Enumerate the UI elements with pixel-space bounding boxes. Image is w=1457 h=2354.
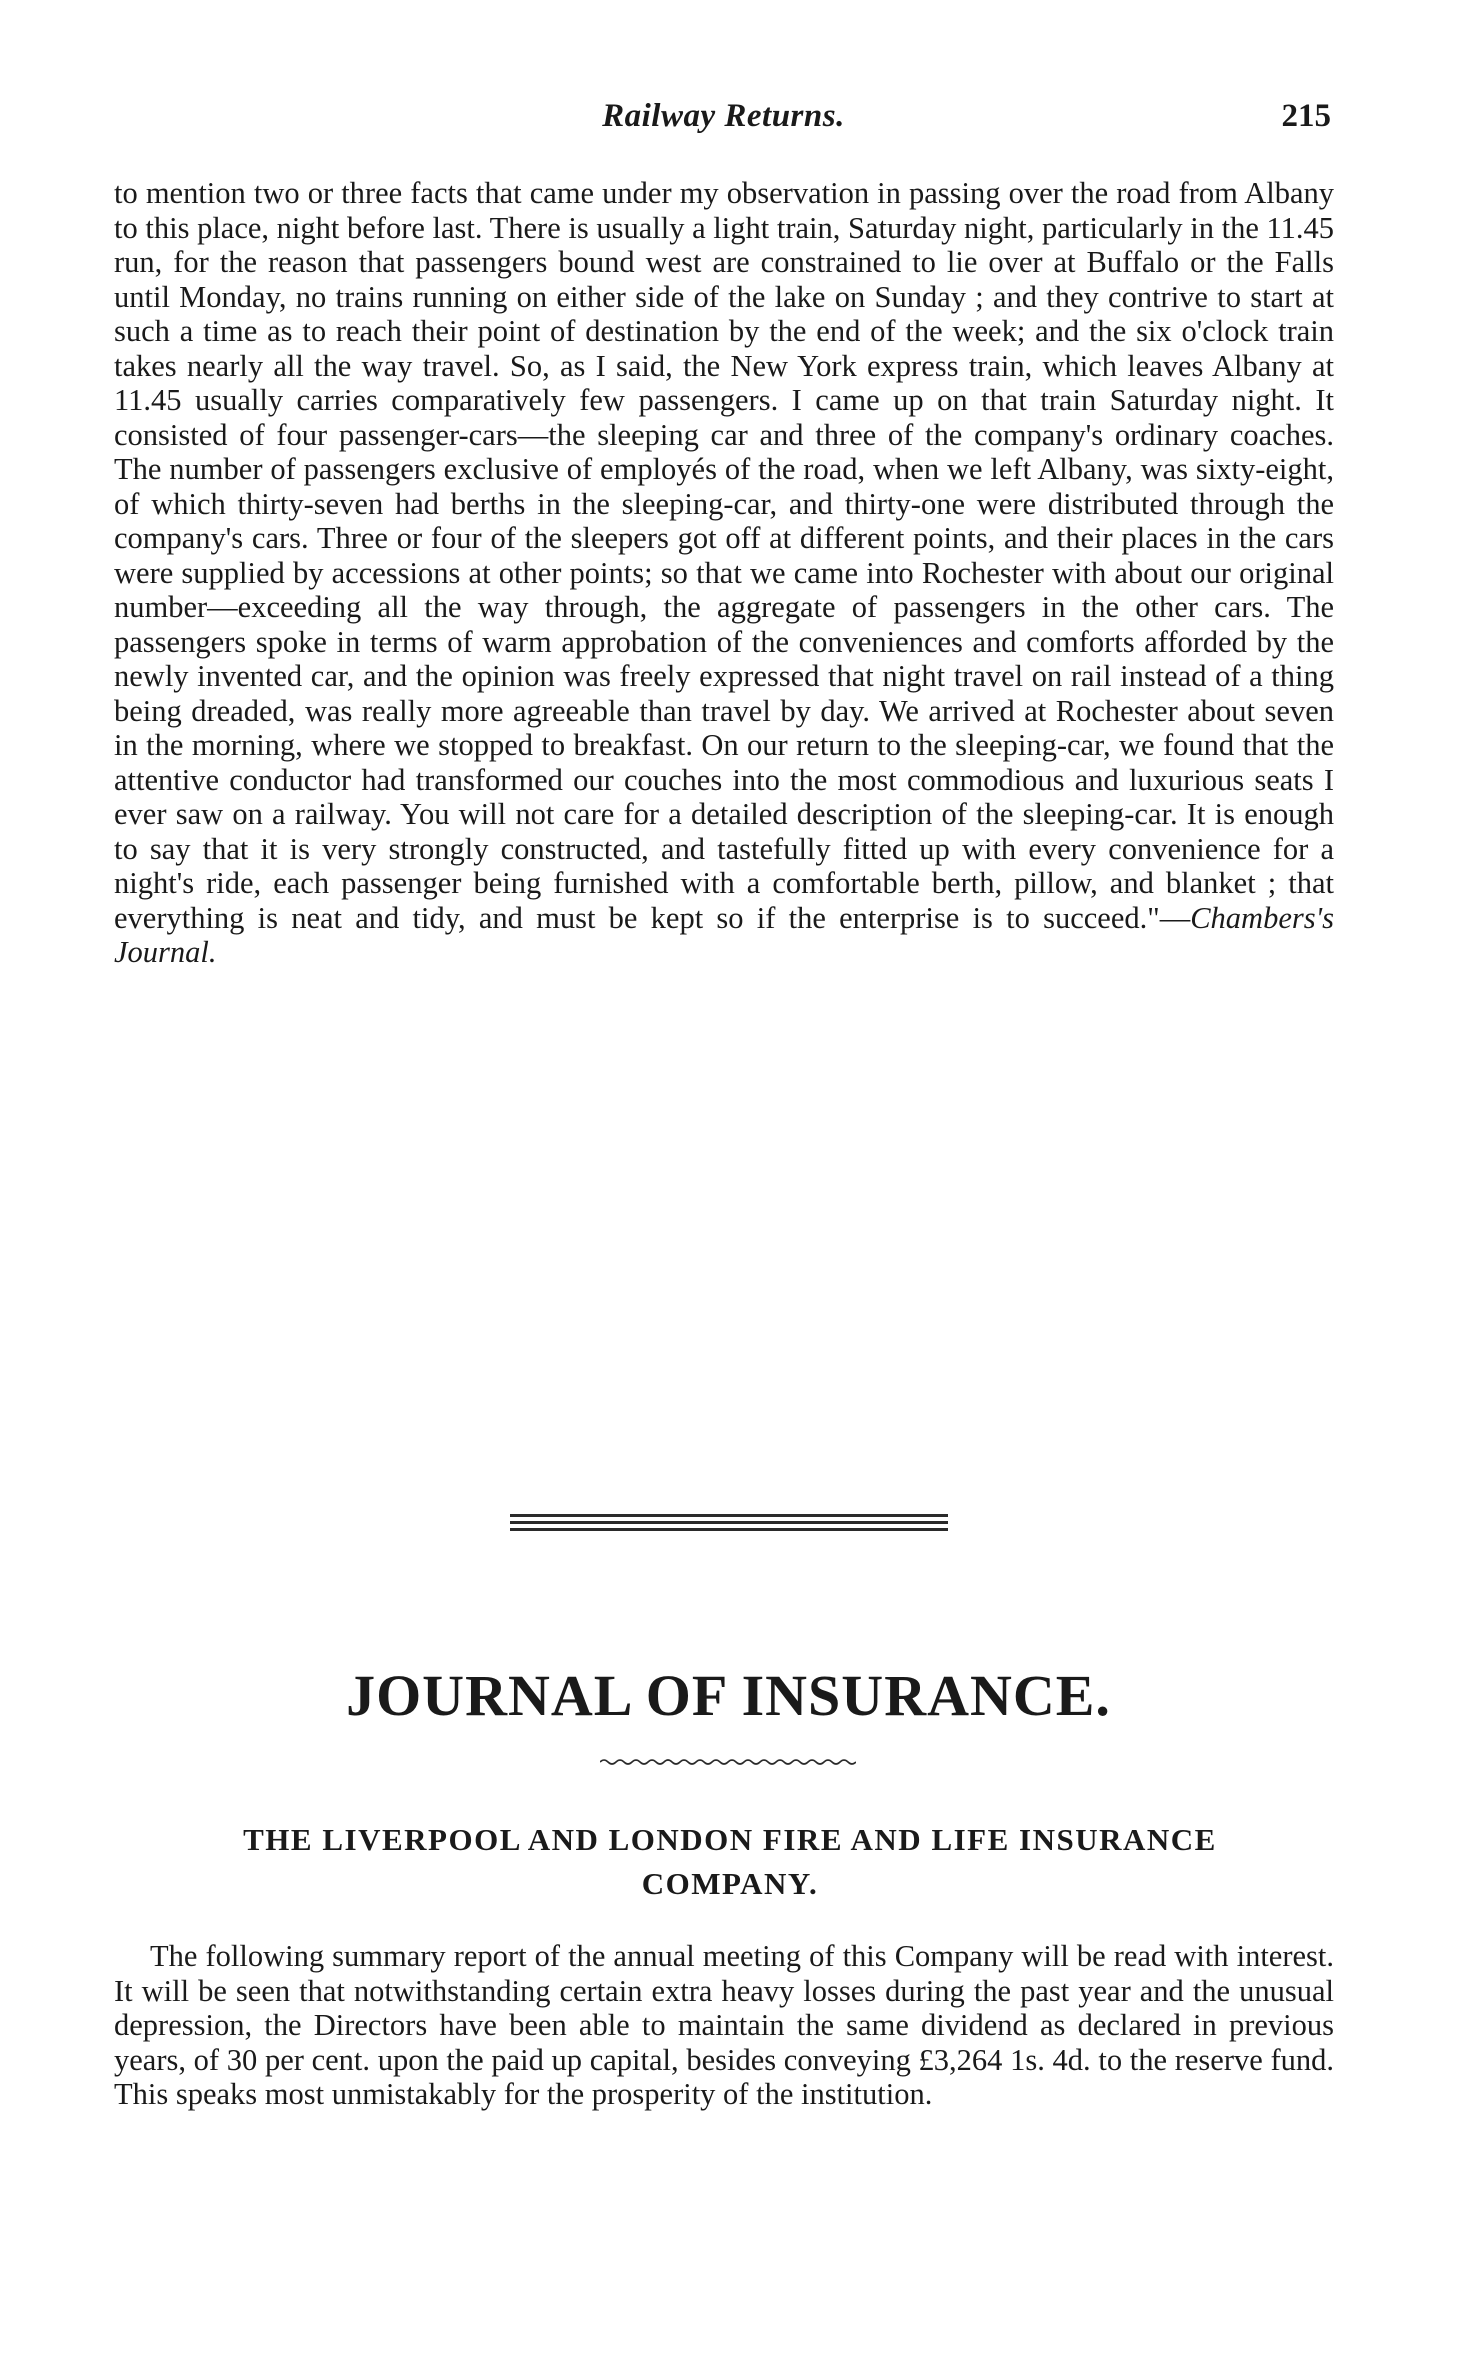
source-citation: Chambers's Journal. [114,900,1334,969]
article-railway-text: to mention two or three facts that came under my observation in passing over the road from Albany to this place, night before last. There is usually a light train, Saturday night, particularly in the 11.45 run, for the reason that passengers bound west are constrained to lie over at Buffalo or the Falls until Monday, no trains running on either side of the lake on Sunday ; and they contrive to start at such a time as to reach their point of destination by the end of the week; and the six o'clock train takes nearly all the way travel. So, as I said, the New York express train, which leaves Albany at 11.45 usually carries comparatively few passengers. I came up on that train Saturday night. It consisted of four passenger-cars—the sleeping car and three of the company's ordinary coaches. The number of passengers exclusive of employés of the road, when we left Albany, was sixty-eight, of which thirty-seven had berths in the sleeping-car, and thirty-one were distributed through the company's cars. Three or four of the sleepers got off at different points, and their places in the cars were supplied by accessions at other points; so that we came into Rochester with about our original number—exceeding all the way through, the aggregate of passengers in the other cars. The passengers spoke in terms of warm approbation of the conveniences and comforts afforded by the newly invented car, and the opinion was freely expressed that night travel on rail instead of a thing being dreaded, was really more agreeable than travel by day. We arrived at Rochester about seven in the morning, where we stopped to breakfast. On our return to the sleeping-car, we found that the attentive conductor had transformed our couches into the most commodious and luxurious seats I ever saw on a railway. You will not care for a detailed description of the sleeping-car. It is enough to say that it is very strongly constructed, and tastefully fitted up with every convenience for a night's ride, each passenger being furnished with a comfortable berth, pillow, and blanket ; that everything is neat and tidy, and must be kept so if the enterprise is to succeed."— [114,176,1334,935]
running-title: Railway Returns. [602,98,845,134]
article-title-line-1: THE LIVERPOOL AND LONDON FIRE AND LIFE INSURANCE [243,1822,1217,1857]
page-number: 215 [1281,98,1331,134]
article-title-line-2: COMPANY. [641,1866,819,1901]
section-title: JOURNAL OF INSURANCE. [346,1663,1111,1728]
article-railway-paragraph [114,176,1334,970]
wavy-rule-ornament [600,1757,856,1767]
divider-rule-bottom [510,1528,948,1531]
divider-rule-top [510,1514,948,1517]
article-insurance-paragraph: The following summary report of the annual meeting of this Company will be read with interest. It will be seen that notwithstanding certain extra heavy losses during the past year and the unusual depression, the Directors have been able to maintain the same dividend as declared in previous years, of 30 per cent. upon the paid up capital, besides conveying £3,264 1s. 4d. to the reserve fund. This speaks most unmistakably for the prosperity of the institution. [114,1939,1334,2111]
article-insurance-title [130,1818,1330,1906]
divider-rule-middle [510,1521,948,1524]
running-head [116,98,1331,138]
